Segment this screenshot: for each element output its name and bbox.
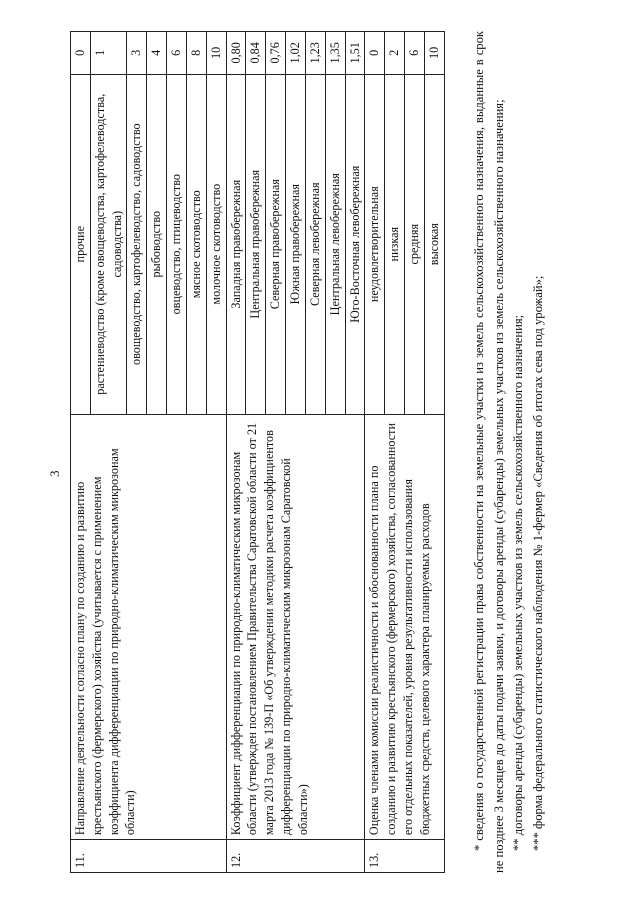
criterion-number: 12. bbox=[226, 840, 365, 873]
table-row bbox=[365, 32, 385, 873]
option-label: овощеводство, картофелеводство, садоводство bbox=[127, 74, 147, 414]
option-label: Юго-Восточная левобережная bbox=[345, 74, 365, 414]
option-score: 1,23 bbox=[305, 32, 325, 75]
option-label: средняя bbox=[405, 74, 425, 414]
option-score: 1 bbox=[90, 32, 127, 75]
option-label: высокая bbox=[424, 74, 444, 414]
criterion-text: Коэффициент дифференциации по природно-климатическим микрозонам области (утвержден постановлением Правительства Саратовской области от 21 марта 2013 года № 139-П «Об утверждении методики расчета коэффициентов дифференциации по природно-климатическим микрозонам Саратовской области») bbox=[226, 414, 365, 839]
option-label: неудовлетворительная bbox=[365, 74, 385, 414]
criterion-text: Оценка членами комиссии реалистичности и обоснованности плана по созданию и развитию крестьянского (фермерского) хозяйства, согласованности его отдельных показателей, уровня результативности использования бюджетных средств, целевого характера планируемых расходов bbox=[365, 414, 444, 839]
option-label: низкая bbox=[385, 74, 405, 414]
option-label: Центральная правобережная bbox=[246, 74, 266, 414]
option-score: 6 bbox=[405, 32, 425, 75]
option-score: 0 bbox=[71, 32, 91, 75]
option-label: Северная правобережная bbox=[266, 74, 286, 414]
table-row bbox=[71, 32, 91, 873]
option-score: 1,51 bbox=[345, 32, 365, 75]
option-score: 1,35 bbox=[325, 32, 345, 75]
option-score: 0,76 bbox=[266, 32, 286, 75]
option-score: 0,84 bbox=[246, 32, 266, 75]
option-label: Южная правобережная bbox=[286, 74, 306, 414]
option-score: 2 bbox=[385, 32, 405, 75]
option-label: молочное скотоводство bbox=[206, 74, 226, 414]
option-score: 3 bbox=[127, 32, 147, 75]
option-score: 10 bbox=[206, 32, 226, 75]
criterion-text: Направление деятельности согласно плану по созданию и развитию крестьянского (фермерского) хозяйства (учитывается с применением коэффициента дифференциации по природно-климатическим микрозонам области) bbox=[71, 414, 227, 839]
criteria-table bbox=[70, 31, 445, 873]
option-score: 1,02 bbox=[286, 32, 306, 75]
option-label: растениеводство (кроме овощеводства, картофелеводства, садоводства) bbox=[90, 74, 127, 414]
criterion-number: 13. bbox=[365, 840, 444, 873]
option-label: Северная левобережная bbox=[305, 74, 325, 414]
option-label: Западная правобережная bbox=[226, 74, 246, 414]
option-label: рыбоводство bbox=[147, 74, 167, 414]
table-row bbox=[226, 32, 246, 873]
footnote: * сведения о государственной регистрации права собственности на земельные участки из земель сельскохозяйственного назначения, выданные в срок не позднее 3 месяцев до даты подачи заявки, и договоры аренды (субаренды) земельных участков из земель сельскохозяйственного назначения; bbox=[472, 31, 506, 873]
option-label: Центральная левобережная bbox=[325, 74, 345, 414]
option-score: 4 bbox=[147, 32, 167, 75]
option-label: мясное скотоводство bbox=[186, 74, 206, 414]
footnote: ** договоры аренды (субаренды) земельных участков из земель сельскохозяйственного назначения; bbox=[511, 314, 526, 851]
page-number: 3 bbox=[47, 470, 62, 477]
option-label: овцеводство, птицеводство bbox=[167, 74, 187, 414]
footnotes bbox=[470, 31, 548, 873]
option-label: прочие bbox=[71, 74, 91, 414]
option-score: 0,80 bbox=[226, 32, 246, 75]
footnote: *** форма федерального статистического наблюдения № 1-фермер «Сведения об итогах сева под урожай»; bbox=[530, 275, 545, 851]
option-score: 10 bbox=[424, 32, 444, 75]
criterion-number: 11. bbox=[71, 840, 227, 873]
option-score: 0 bbox=[365, 32, 385, 75]
option-score: 6 bbox=[167, 32, 187, 75]
option-score: 8 bbox=[186, 32, 206, 75]
